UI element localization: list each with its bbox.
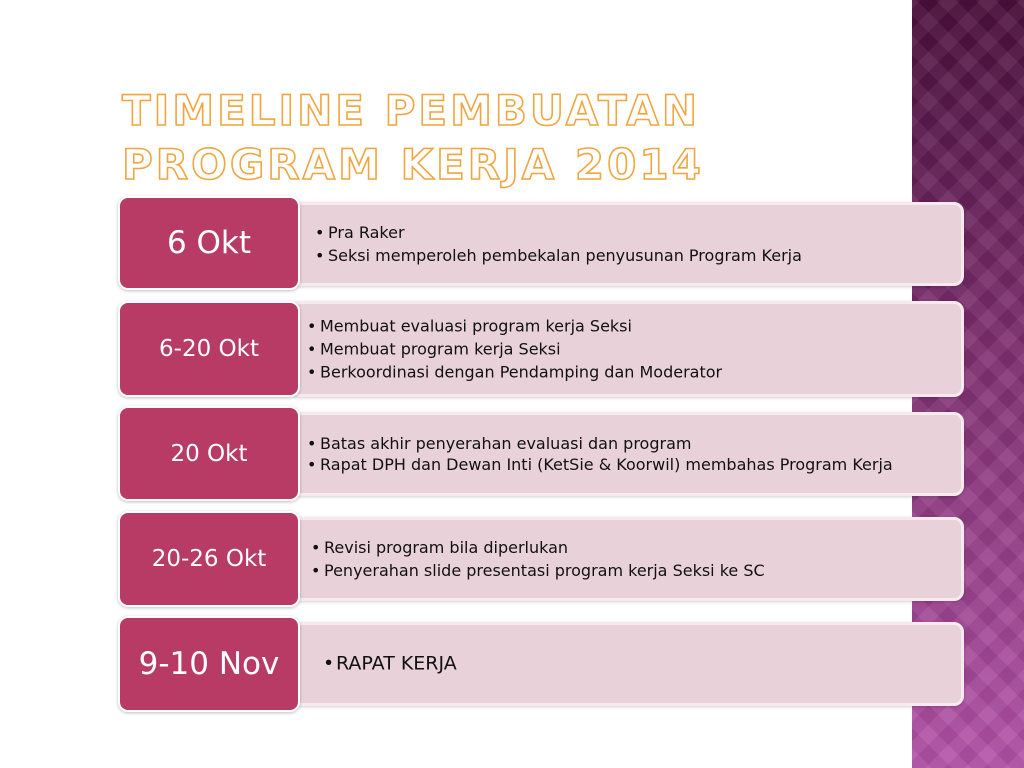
timeline-row	[118, 301, 964, 397]
timeline-item: • Pra Raker	[315, 221, 935, 244]
timeline-item: • Penyerahan slide presentasi program kerja Seksi ke SC	[311, 559, 935, 582]
timeline-item: • Batas akhir penyerahan evaluasi dan program	[307, 433, 941, 454]
timeline-item-list	[307, 433, 941, 475]
timeline-content	[290, 517, 964, 601]
timeline-item: • Seksi memperoleh pembekalan penyusunan Program Kerja	[315, 244, 935, 267]
timeline-content	[290, 412, 964, 496]
timeline-item-list	[307, 315, 935, 384]
timeline-date: 9-10 Nov	[118, 616, 300, 712]
timeline-row	[118, 511, 964, 607]
timeline-content	[290, 301, 964, 397]
timeline-item: • Membuat program kerja Seksi	[307, 338, 935, 361]
timeline-content	[290, 202, 964, 286]
timeline-item: • RAPAT KERJA	[323, 653, 935, 676]
timeline-item-list	[315, 221, 935, 267]
timeline-item: • Berkoordinasi dengan Pendamping dan Moderator	[307, 361, 935, 384]
timeline-date: 20-26 Okt	[118, 511, 300, 607]
timeline-item: • Revisi program bila diperlukan	[311, 536, 935, 559]
timeline-item: • Rapat DPH dan Dewan Inti (KetSie & Koorwil) membahas Program Kerja	[307, 454, 941, 475]
timeline-item-list	[323, 653, 935, 676]
timeline-date: 20 Okt	[118, 406, 300, 501]
timeline-content	[290, 622, 964, 706]
slide-title: TIMELINE PEMBUATAN PROGRAM KERJA 2014	[122, 86, 704, 189]
timeline-row	[118, 196, 964, 290]
timeline-date: 6 Okt	[118, 196, 300, 290]
timeline-row	[118, 616, 964, 712]
timeline-item: • Membuat evaluasi program kerja Seksi	[307, 315, 935, 338]
timeline-item-list	[311, 536, 935, 582]
timeline-row	[118, 406, 964, 501]
timeline-date: 6-20 Okt	[118, 301, 300, 397]
